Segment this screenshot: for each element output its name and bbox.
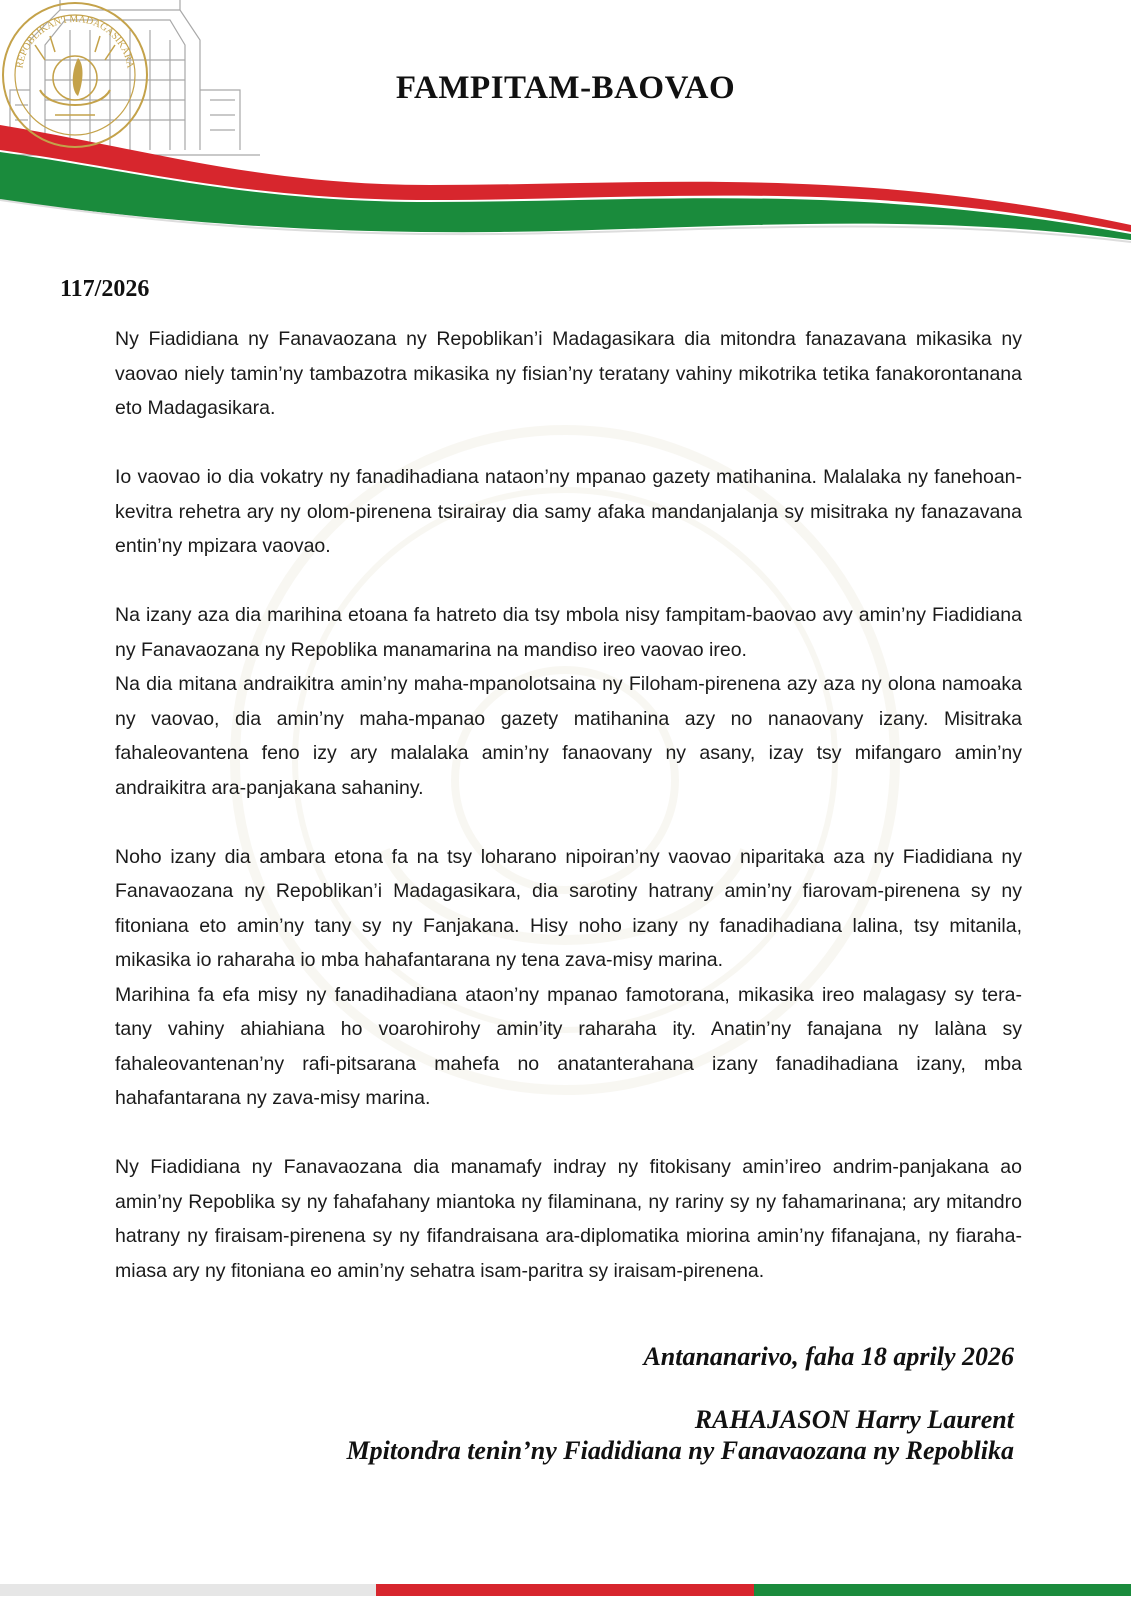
- footer-stripe-green: [754, 1584, 1131, 1596]
- paragraph: Ny Fiadidiana ny Fanavaozana dia manamafy indray ny fitokisany amin’ireo andrim-panjakana ao amin’ny Repoblika sy ny fahafahany miantoka ny filaminana, ny rariny sy ny fahamarinana; ary mitandro hatrany ny firaisam-pirenena sy ny fifandraisana ara-diplomatika miorina amin’ny fifanajana, ny fiaraha-miasa ary ny fitoniana eo amin’ny sehatra isam-paritra sy iraisam-pirenena.: [115, 1156, 1022, 1282]
- document-title: FAMPITAM-BAOVAO: [395, 70, 736, 106]
- statement-body: [115, 322, 1022, 1288]
- signatory-role: Mpitondra tenin’ny Fiadidiana ny Fanavaozana ny Repoblika: [346, 1436, 1014, 1465]
- footer-stripe-red: [376, 1584, 754, 1596]
- paragraph: Io vaovao io dia vokatry ny fanadihadiana nataon’ny mpanao gazety matihanina. Malalaka ny fanehoan-kevitra rehetra ary ny olom-pirenena tsirairay dia samy afaka mandanjalanja sy misitraka ny fanazavana entin’ny mpizara vaovao.: [115, 466, 1022, 557]
- letterhead: [0, 0, 1131, 260]
- letterhead-graphic: [0, 0, 1131, 260]
- reference-number: 117/2026: [60, 276, 150, 302]
- republic-seal: [0, 0, 150, 150]
- signatory-name: RAHAJASON Harry Laurent: [694, 1405, 1014, 1434]
- footer-stripe: [0, 1584, 1131, 1596]
- paragraph: Na izany aza dia marihina etoana fa hatreto dia tsy mbola nisy fampitam-baovao avy amin’ny Fiadidiana ny Fanavaozana ny Repoblika manamarina na mandiso ireo vaovao ireo.: [115, 604, 1022, 661]
- paragraph: Na dia mitana andraikitra amin’ny maha-mpanolotsaina ny Filoham-pirenena azy aza ny olona namoaka ny vaovao, dia amin’ny maha-mpanao gazety matihanina azy no nanaovany izany. Misitraka fahaleovantena feno izy ary malalaka amin’ny fanaovany ny asany, izay tsy mifangaro amin’ny andraikitra ara-panjakana sahaniny.: [115, 673, 1022, 799]
- footer-stripe-grey: [0, 1584, 376, 1596]
- paragraph: Noho izany dia ambara etona fa na tsy loharano nipoiran’ny vaovao niparitaka aza ny Fiadidiana ny Fanavaozana ny Repoblikan’i Madagasikara, dia sarotiny hatrany amin’ny fiarovam-pirenena sy ny fitoniana eto amin’ny tany sy ny Fanjakana. Hisy noho izany ny fanadihadiana lalina, tsy mitanila, mikasika io raharaha io mba hahafantarana ny tena zava-misy marina.: [115, 845, 1022, 971]
- place-date: Antananarivo, faha 18 aprily 2026: [643, 1342, 1014, 1371]
- paragraph: Ny Fiadidiana ny Fanavaozana ny Repoblikan’i Madagasikara dia mitondra fanazavana mikasika ny vaovao niely tamin’ny tambazotra mikasika ny fisian’ny teratany vahiny mikotrika tetika fanakorontanana eto Madagasikara.: [115, 328, 1022, 419]
- seal-text: REPOBLIKAN'I MADAGASIKARA: [14, 13, 136, 70]
- paragraph: Marihina fa efa misy ny fanadihadiana ataon’ny mpanao famotorana, mikasika ireo malagasy sy tera-tany vahiny ahiahiana ho voarohirohy amin’ity raharaha ity. Anatin’ny fanajana ny lalàna sy fahaleovantenan’ny rafi-pitsarana mahefa no anatanterahana izany fanadihadiana izany, mba hahafantarana ny zava-misy marina.: [115, 983, 1022, 1109]
